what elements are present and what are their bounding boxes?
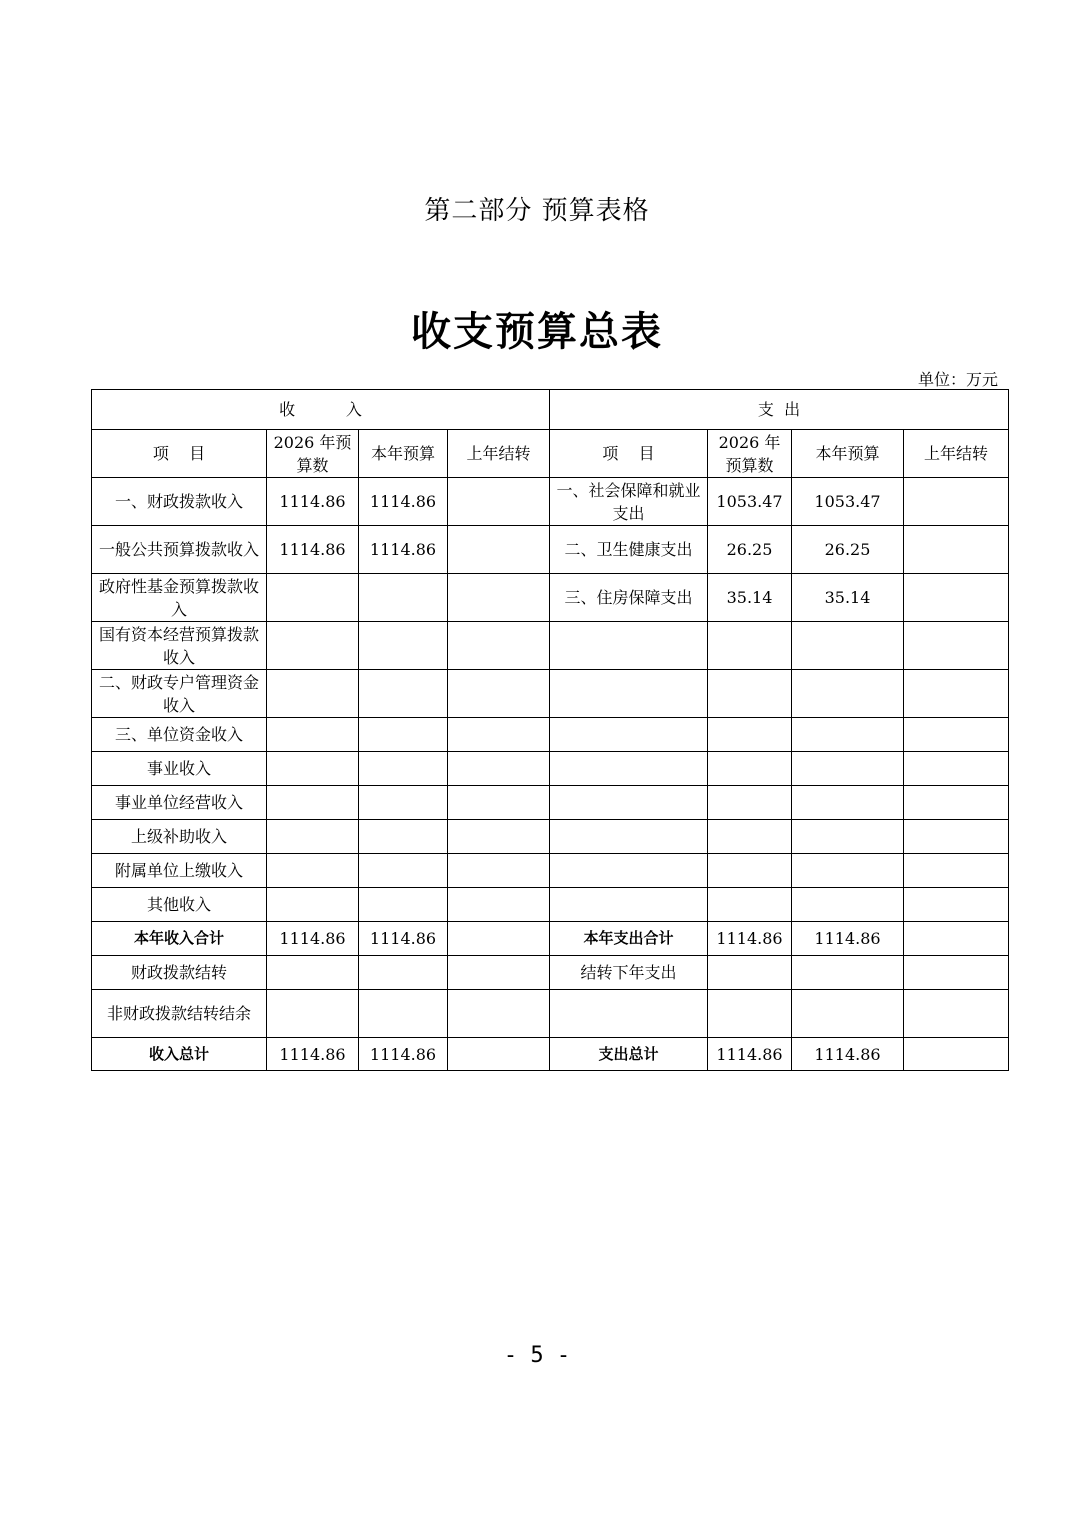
- table-cell: [267, 990, 359, 1038]
- table-cell: 二、财政专户管理资金收入: [92, 670, 267, 718]
- table-cell: [708, 820, 792, 854]
- table-cell: 1114.86: [267, 478, 359, 526]
- table-cell: [267, 956, 359, 990]
- table-cell: [708, 854, 792, 888]
- table-row: [92, 786, 1009, 820]
- table-cell: [904, 1038, 1009, 1071]
- table-cell: [448, 888, 550, 922]
- table-row: [92, 1038, 1009, 1071]
- table-row: [92, 820, 1009, 854]
- table-cell: [448, 622, 550, 670]
- table-cell: 附属单位上缴收入: [92, 854, 267, 888]
- table-cell: [359, 752, 448, 786]
- table-row: [92, 670, 1009, 718]
- table-cell: [550, 752, 708, 786]
- table-cell: [708, 670, 792, 718]
- expense-header: 支 出: [550, 390, 1009, 430]
- table-cell: [448, 854, 550, 888]
- table-row: [92, 956, 1009, 990]
- table-cell: [448, 922, 550, 956]
- income-item-header: 项 目: [92, 430, 267, 478]
- table-cell: [708, 622, 792, 670]
- table-cell: [904, 888, 1009, 922]
- table-cell: 35.14: [708, 574, 792, 622]
- table-body: [92, 478, 1009, 1071]
- table-cell: [904, 820, 1009, 854]
- table-cell: [904, 786, 1009, 820]
- table-cell: [792, 888, 904, 922]
- table-row: [92, 478, 1009, 526]
- table-cell: 1053.47: [708, 478, 792, 526]
- table-cell: 1114.86: [792, 922, 904, 956]
- header-group-row: [92, 390, 1009, 430]
- table-cell: [359, 956, 448, 990]
- table-cell: [267, 670, 359, 718]
- table-cell: 支出总计: [550, 1038, 708, 1071]
- income-carryover-header: 上年结转: [448, 430, 550, 478]
- table-cell: 1114.86: [359, 526, 448, 574]
- table-cell: 国有资本经营预算拨款收入: [92, 622, 267, 670]
- table-cell: [792, 718, 904, 752]
- table-cell: [792, 854, 904, 888]
- table-cell: [904, 752, 1009, 786]
- table-cell: [267, 718, 359, 752]
- page-number: - 5 -: [503, 1343, 571, 1368]
- table-cell: [448, 526, 550, 574]
- table-cell: [359, 786, 448, 820]
- table-row: [92, 888, 1009, 922]
- table-cell: [904, 622, 1009, 670]
- table-cell: [550, 670, 708, 718]
- table-cell: [359, 718, 448, 752]
- table-cell: [448, 670, 550, 718]
- table-cell: [359, 670, 448, 718]
- budget-summary-table: [91, 389, 1009, 1071]
- table-cell: [267, 574, 359, 622]
- table-row: [92, 922, 1009, 956]
- part-title: 第二部分 预算表格: [424, 196, 650, 226]
- table-cell: [267, 622, 359, 670]
- table-cell: [448, 956, 550, 990]
- expense-item-header: 项 目: [550, 430, 708, 478]
- table-cell: 收入总计: [92, 1038, 267, 1071]
- table-cell: [792, 622, 904, 670]
- table-row: [92, 854, 1009, 888]
- table-cell: [792, 990, 904, 1038]
- expense-carryover-header: 上年结转: [904, 430, 1009, 478]
- table-title: 收支预算总表: [411, 308, 663, 355]
- table-row: [92, 718, 1009, 752]
- table-cell: [448, 574, 550, 622]
- table-cell: [708, 956, 792, 990]
- table-cell: [359, 854, 448, 888]
- expense-2026-header: 2026 年预算数: [708, 430, 792, 478]
- table-cell: 事业收入: [92, 752, 267, 786]
- table-cell: 结转下年支出: [550, 956, 708, 990]
- table-cell: 一、社会保障和就业支出: [550, 478, 708, 526]
- table-cell: 财政拨款结转: [92, 956, 267, 990]
- table-cell: [904, 990, 1009, 1038]
- table-cell: [550, 622, 708, 670]
- table-cell: 一、财政拨款收入: [92, 478, 267, 526]
- table-row: [92, 526, 1009, 574]
- table-cell: [904, 956, 1009, 990]
- table-cell: 26.25: [708, 526, 792, 574]
- table-cell: [448, 820, 550, 854]
- table-cell: 1114.86: [359, 922, 448, 956]
- table-cell: [359, 888, 448, 922]
- table-cell: 事业单位经营收入: [92, 786, 267, 820]
- table-cell: 三、单位资金收入: [92, 718, 267, 752]
- table-row: [92, 622, 1009, 670]
- table-cell: 政府性基金预算拨款收入: [92, 574, 267, 622]
- unit-label: 单位：万元: [917, 370, 998, 389]
- expense-current-header: 本年预算: [792, 430, 904, 478]
- table-cell: 非财政拨款结转结余: [92, 990, 267, 1038]
- table-cell: 1114.86: [267, 1038, 359, 1071]
- table-cell: [448, 752, 550, 786]
- table-cell: 1114.86: [267, 526, 359, 574]
- table-cell: [550, 718, 708, 752]
- table-cell: [792, 820, 904, 854]
- table-cell: 26.25: [792, 526, 904, 574]
- table-cell: [904, 574, 1009, 622]
- table-cell: [448, 478, 550, 526]
- table-cell: 其他收入: [92, 888, 267, 922]
- table-cell: [904, 922, 1009, 956]
- table-cell: [267, 888, 359, 922]
- column-header-row: [92, 430, 1009, 478]
- table-cell: [267, 752, 359, 786]
- table-cell: 1114.86: [267, 922, 359, 956]
- table-row: [92, 574, 1009, 622]
- table-cell: [448, 990, 550, 1038]
- table-cell: [267, 854, 359, 888]
- income-2026-header: 2026 年预算数: [267, 430, 359, 478]
- table-cell: 本年收入合计: [92, 922, 267, 956]
- table-cell: 一般公共预算拨款收入: [92, 526, 267, 574]
- table-cell: [359, 820, 448, 854]
- table-cell: [359, 622, 448, 670]
- table-cell: [267, 820, 359, 854]
- table-cell: [550, 786, 708, 820]
- table-cell: [359, 990, 448, 1038]
- table-cell: [792, 786, 904, 820]
- table-cell: [708, 786, 792, 820]
- table-cell: [792, 956, 904, 990]
- table-cell: [359, 574, 448, 622]
- table-row: [92, 990, 1009, 1038]
- table-cell: 上级补助收入: [92, 820, 267, 854]
- income-current-header: 本年预算: [359, 430, 448, 478]
- table-cell: 二、卫生健康支出: [550, 526, 708, 574]
- table-cell: [448, 1038, 550, 1071]
- table-cell: [267, 786, 359, 820]
- table-cell: [550, 990, 708, 1038]
- table-row: [92, 752, 1009, 786]
- table-cell: [708, 718, 792, 752]
- table-cell: 1114.86: [708, 922, 792, 956]
- table-cell: [904, 670, 1009, 718]
- table-cell: [708, 752, 792, 786]
- table-cell: [550, 820, 708, 854]
- table-cell: 1114.86: [359, 1038, 448, 1071]
- table-cell: 三、住房保障支出: [550, 574, 708, 622]
- table-cell: [792, 670, 904, 718]
- table-cell: 1114.86: [359, 478, 448, 526]
- income-header: 收 入: [92, 390, 550, 430]
- table-cell: [904, 526, 1009, 574]
- table-cell: [708, 888, 792, 922]
- table-cell: 1114.86: [708, 1038, 792, 1071]
- table-cell: [904, 854, 1009, 888]
- table-cell: [448, 718, 550, 752]
- table-cell: 本年支出合计: [550, 922, 708, 956]
- table-cell: [792, 752, 904, 786]
- table-cell: [550, 854, 708, 888]
- table-cell: 1053.47: [792, 478, 904, 526]
- table-cell: [708, 990, 792, 1038]
- table-cell: [904, 478, 1009, 526]
- table-cell: [550, 888, 708, 922]
- table-cell: 1114.86: [792, 1038, 904, 1071]
- table-cell: 35.14: [792, 574, 904, 622]
- table-cell: [904, 718, 1009, 752]
- table-cell: [448, 786, 550, 820]
